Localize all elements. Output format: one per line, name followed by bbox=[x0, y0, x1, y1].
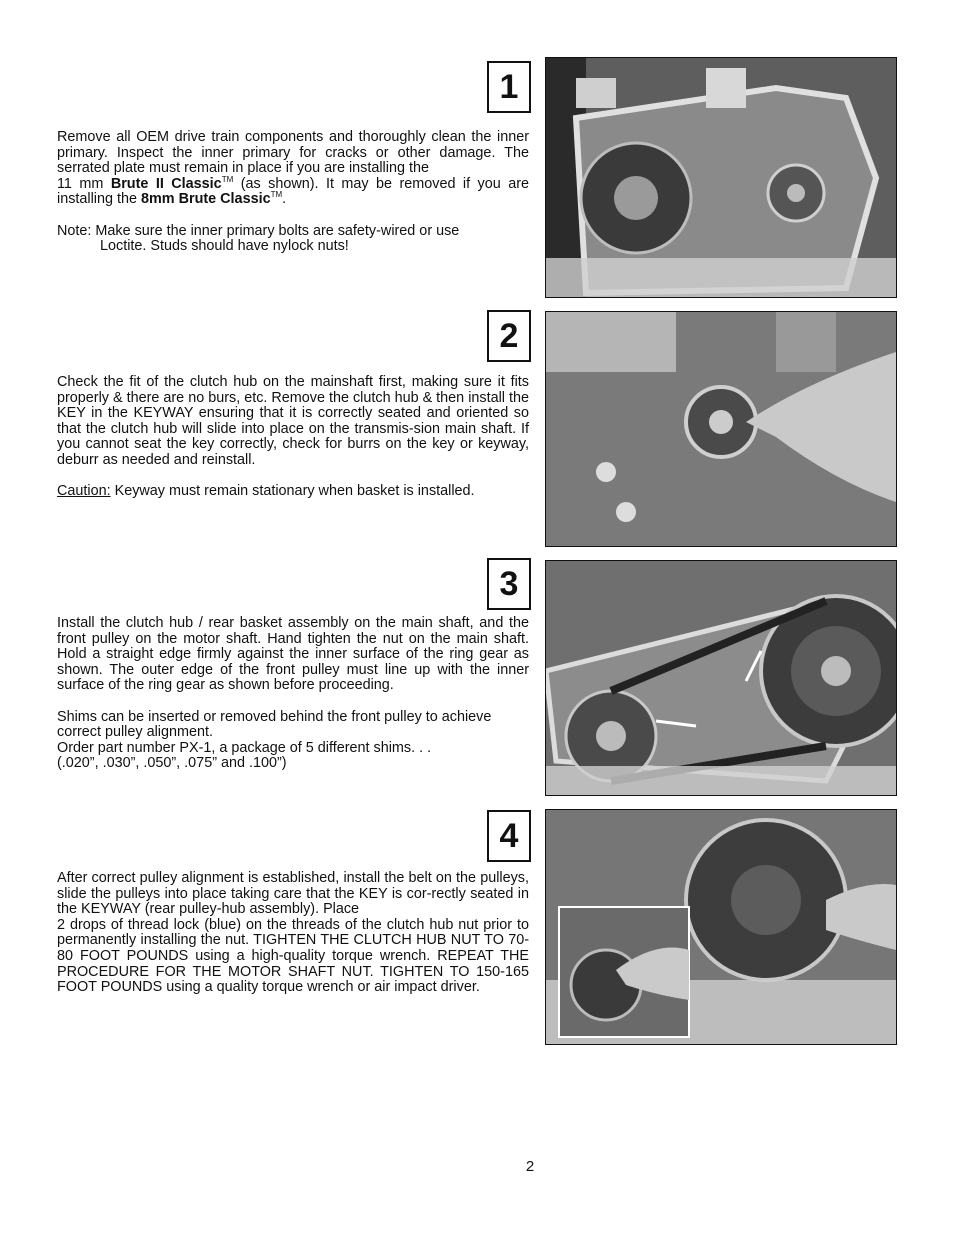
step-3-text bbox=[57, 616, 529, 772]
step-4-paragraph: After correct pulley alignment is established, install the belt on the pulleys, slide the pulleys into place taking care that the KEY is cor-rectly seated in the KEYWAY (rear pulley-hub assembly). Place 2 drops of thread lock (blue) on the threads of the clutch hub nut prior to permanently installing the nut. TIGHTEN THE CLUTCH HUB NUT TO 70-80 FOOT POUNDS using a high-quality torque wrench. REPEAT THE PROCEDURE FOR THE MOTOR SHAFT NUT. TIGHTEN TO 150-165 FOOT POUNDS using a quality torque wrench or air impact driver. bbox=[57, 870, 529, 996]
step-1-photo bbox=[545, 57, 897, 298]
step-3-paragraph-2: Shims can be inserted or removed behind the front pulley to achieve correct pulley alignment. bbox=[57, 708, 492, 741]
step-4-number: 4 bbox=[487, 810, 531, 862]
step-2-text bbox=[57, 375, 529, 500]
step-3-number: 3 bbox=[487, 558, 531, 610]
step-2-caution: Caution: Keyway must remain stationary when basket is installed. bbox=[57, 483, 475, 500]
step-4-photo bbox=[545, 809, 897, 1045]
step-4-text bbox=[57, 871, 529, 996]
step-2-paragraph: Check the fit of the clutch hub on the mainshaft first, making sure it fits properly & there are no burs, etc. Remove the clutch hub & then install the KEY in the KEYWAY ensuring that it is correctly seated and oriented so that the clutch hub will slide into place on the transmis-sion main shaft. If you cannot seat the key correctly, check for burrs on the key or keyway, deburr as needed and reinstall. bbox=[57, 374, 529, 468]
step-3-paragraph-3: Order part number PX-1, a package of 5 different shims. . . (.020”, .030”, .050”, .075” and .100”) bbox=[57, 739, 432, 772]
step-1-number: 1 bbox=[487, 61, 531, 113]
page-number: 2 bbox=[525, 1158, 535, 1175]
step-2-photo bbox=[545, 311, 897, 547]
step-3-photo bbox=[545, 560, 897, 796]
step-3-paragraph-1: Install the clutch hub / rear basket assembly on the main shaft, and the front pulley on the motor shaft. Hand tighten the nut on the main shaft. Hold a straight edge firmly against the inner surface of the ring gear as shown. The outer edge of the front pulley must line up with the inner surface of the ring gear as shown before proceeding. bbox=[57, 615, 529, 694]
step-1-paragraph: Remove all OEM drive train components and thoroughly clean the inner primary. Inspect the inner primary for cracks or other damage. The serrated plate must remain in place if you are installing the 11 mm Brute II Classic™ (as shown). It may be removed if you are installing the 8mm Brute Classic™. bbox=[57, 129, 529, 208]
step-1-text bbox=[57, 130, 529, 255]
step-1-note: Note: Make sure the inner primary bolts are safety-wired or use Loctite. Studs should have nylock nuts! bbox=[57, 222, 460, 255]
step-2-number: 2 bbox=[487, 310, 531, 362]
